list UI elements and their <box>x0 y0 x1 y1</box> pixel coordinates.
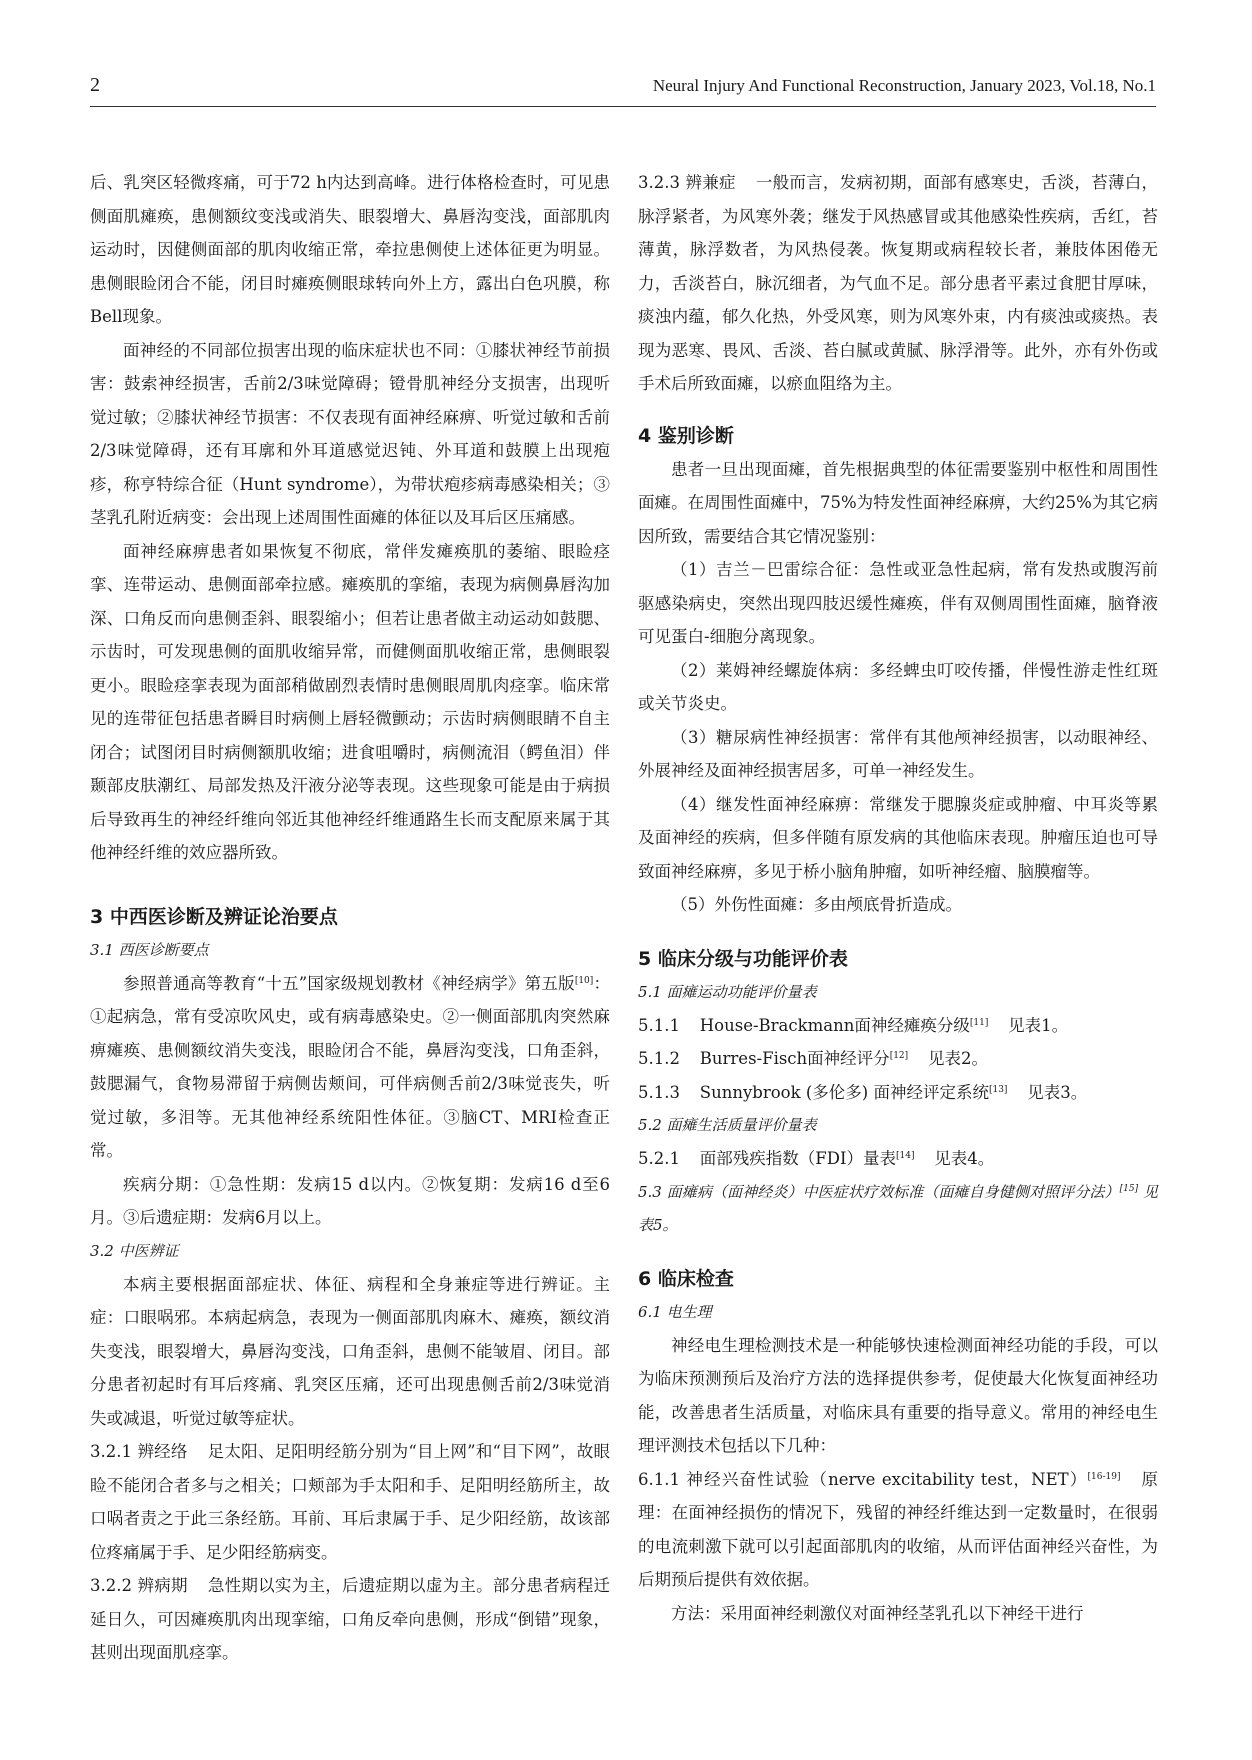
subsection-heading: 5.2 面瘫生活质量评价量表 <box>638 1116 817 1134</box>
citation-ref: [10] <box>574 975 594 986</box>
list-item: （5）外伤性面瘫：多由颅底骨折造成。 <box>671 895 962 914</box>
paragraph: 3.2.1 辨经络 足太阳、足阳明经筋分别为“目上网”和“目下网”，故眼睑不能闭合者多与之相关；口颊部为手太阳和手、足阳明经筋所主，故口㖞者责之于此三条经筋。耳前、耳后隶属于手、足少阳经筋，故该部位疼痛属于手、足少阳经筋病变。 <box>90 1442 610 1562</box>
paragraph: 参照普通高等教育“十五”国家级规划教材《神经病学》第五版[10]：①起病急，常有受凉吹风史，或有病毒感染史。②一侧面部肌肉突然麻痹瘫痪、患侧额纹消失变浅，眼睑闭合不能，鼻唇沟变浅，口角歪斜，鼓腮漏气，食物易滞留于病侧齿颊间，可伴病侧舌前2/3味觉丧失，听觉过敏，多泪等。无其他神经系统阳性体征。③脑CT、MRI检查正常。 <box>90 973 611 1160</box>
paragraph: 神经电生理检测技术是一种能够快速检测面神经功能的手段，可以为临床预测预后及治疗方法的选择提供参考，促使最大化恢复面神经功能，改善患者生活质量，对临床具有重要的指导意义。常用的神经电生理评测技术包括以下几种： <box>638 1335 1158 1455</box>
paragraph: 面神经麻痹患者如果恢复不彻底，常伴发瘫痪肌的萎缩、眼睑痉挛、连带运动、患侧面部牵拉感。瘫痪肌的挛缩，表现为病侧鼻唇沟加深、口角反而向患侧歪斜、眼裂缩小；但若让患者做主动运动如鼓腮、示齿时，可发现患侧的面肌收缩异常，而健侧面肌收缩正常，患侧眼裂更小。眼睑痉挛表现为面部稍做剧烈表情时患侧眼周肌肉痉挛。临床常见的连带征包括患者瞬目时病侧上唇轻微颤动；示齿时病侧眼睛不自主闭合；试图闭目时病侧额肌收缩；进食咀嚼时，病侧流泪（鳄鱼泪）伴颞部皮肤潮红、局部发热及汗液分泌等表现。这些现象可能是由于病损后导致再生的神经纤维向邻近其他神经纤维通路生长而支配原来属于其他神经纤维的效应器所致。 <box>90 541 610 862</box>
citation-ref: [14] <box>895 1151 915 1161</box>
running-header <box>90 70 1156 107</box>
item-title: 3.2.2 辨病期 <box>90 1576 188 1595</box>
subsection-heading: 3.1 西医诊断要点 <box>90 940 209 959</box>
paragraph: 患者一旦出现面瘫，首先根据典型的体征需要鉴别中枢性和周围性面瘫。在周围性面瘫中，75%为特发性面神经麻痹，大约25%为其它病因所致，需要结合其它情况鉴别： <box>638 459 1158 546</box>
paragraph: 本病主要根据面部症状、体征、病程和全身兼症等进行辨证。主症：口眼㖞邪。本病起病急，表现为一侧面部肌肉麻木、瘫痪，额纹消失变浅，眼裂增大，鼻唇沟变浅，口角歪斜，患侧不能皱眉、闭目。部分患者初起时有耳后疼痛、乳突区压痛，还可出现患侧舌前2/3味觉消失或减退，听觉过敏等症状。 <box>90 1274 610 1428</box>
paragraph: 3.2.2 辨病期 急性期以实为主，后遗症期以虚为主。部分患者病程迁延日久，可因瘫痪肌肉出现挛缩，口角反牵向患侧，形成“倒错”现象，甚则出现面肌痉挛。 <box>90 1576 610 1662</box>
paragraph: 疾病分期：①急性期：发病15 d以内。②恢复期：发病16 d至6月。③后遗症期：发病6月以上。 <box>90 1174 610 1227</box>
list-item: （4）继发性面神经麻痹：常继发于腮腺炎症或肿瘤、中耳炎等累及面神经的疾病，但多伴随有原发病的其他临床表现。肿瘤压迫也可导致面神经麻痹，多见于桥小脑角肿瘤，如听神经瘤、脑膜瘤等。 <box>638 794 1158 881</box>
right-column <box>638 166 1158 1630</box>
left-column <box>90 166 610 1670</box>
list-item: 5.1.1 House-Brackmann面神经瘫痪分级[11] 见表1。 <box>638 1015 1069 1035</box>
list-item: 5.1.3 Sunnybrook (多伦多) 面神经评定系统[13] 见表3。 <box>638 1082 1088 1102</box>
item-title: 3.2.1 辨经络 <box>90 1442 188 1461</box>
paragraph: 3.2.3 辨兼症 一般而言，发病初期，面部有感寒史，舌淡，苔薄白，脉浮紧者，为风寒外袭；继发于风热感冒或其他感染性疾病，舌红，苔薄黄，脉浮数者，为风热侵袭。恢复期或病程较长者，兼肢体困倦无力，舌淡苔白，脉沉细者，为气血不足。部分患者平素过食肥甘厚味，痰浊内蕴，郁久化热，外受风寒，则为风寒外束，内有痰浊或痰热。表现为恶寒、畏风、舌淡、苔白腻或黄腻、脉浮滑等。此外，亦有外伤或手术后所致面瘫，以瘀血阻络为主。 <box>638 173 1158 393</box>
paragraph: 方法：采用面神经刺激仪对面神经茎乳孔以下神经干进行 <box>671 1603 1084 1623</box>
subsection-heading: 5.3 面瘫病（面神经炎）中医症状疗效标准（面瘫自身健侧对照评分法）[15] 见表5。 <box>638 1182 1158 1234</box>
citation-ref: [15] <box>1119 1183 1139 1194</box>
section-heading: 4 鉴别诊断 <box>638 424 734 447</box>
item-title: 6.1.1 神经兴奋性试验（nerve excitability test，NET） <box>638 1469 1088 1489</box>
section-heading: 6 临床检查 <box>638 1267 734 1290</box>
subsection-heading: 6.1 电生理 <box>638 1302 712 1321</box>
subsection-heading: 5.1 面瘫运动功能评价量表 <box>638 982 817 1001</box>
citation-ref: [16-19] <box>1087 1471 1121 1482</box>
section-heading: 5 临床分级与功能评价表 <box>638 947 848 970</box>
subsection-heading: 3.2 中医辨证 <box>90 1241 179 1260</box>
section-heading: 3 中西医诊断及辨证论治要点 <box>90 905 338 928</box>
paragraph: 面神经的不同部位损害出现的临床症状也不同：①膝状神经节前损害：鼓索神经损害，舌前2/3味觉障碍；镫骨肌神经分支损害，出现听觉过敏；②膝状神经节损害：不仅表现有面神经麻痹、听觉过敏和舌前2/3味觉障碍，还有耳廓和外耳道感觉迟钝、外耳道和鼓膜上出现疱疹，称亨特综合征（Hunt syndrome），为带状疱疹病毒感染相关；③茎乳孔附近病变：会出现上述周围性面瘫的体征以及耳后区压痛感。 <box>90 340 610 527</box>
citation-ref: [13] <box>988 1084 1008 1095</box>
page-number: 2 <box>90 74 100 96</box>
list-item: 5.1.2 Burres-Fisch面神经评分[12] 见表2。 <box>638 1049 988 1068</box>
citation-ref: [12] <box>889 1051 909 1061</box>
list-item: （2）莱姆神经螺旋体病：多经蜱虫叮咬传播，伴慢性游走性红斑或关节炎史。 <box>638 660 1158 713</box>
journal-citation: Neural Injury And Functional Reconstruction, January 2023, Vol.18, No.1 <box>652 76 1156 95</box>
paragraph: 6.1.1 神经兴奋性试验（nerve excitability test，NET）[16-19] 原理：在面神经损伤的情况下，残留的神经纤维达到一定数量时，在很弱的电流刺激下就可以引起面部肌肉的收缩，从而评估面神经兴奋性，为后期预后提供有效依据。 <box>638 1469 1159 1589</box>
list-item: （1）吉兰－巴雷综合征：急性或亚急性起病，常有发热或腹泻前驱感染病史，突然出现四肢迟缓性瘫痪，伴有双侧周围性面瘫，脑脊液可见蛋白-细胞分离现象。 <box>638 560 1158 646</box>
citation-ref: [11] <box>969 1017 989 1028</box>
item-title: 3.2.3 辨兼症 <box>638 173 736 192</box>
paragraph: 后、乳突区轻微疼痛，可于72 h内达到高峰。进行体格检查时，可见患侧面肌瘫痪，患侧额纹变浅或消失、眼裂增大、鼻唇沟变浅，面部肌肉运动时，因健侧面部的肌肉收缩正常，牵拉患侧使上述体征更为明显。患侧眼睑闭合不能，闭目时瘫痪侧眼球转向外上方，露出白色巩膜，称Bell现象。 <box>90 173 610 326</box>
list-item: 5.2.1 面部残疾指数（FDI）量表[14] 见表4。 <box>638 1149 995 1168</box>
list-item: （3）糖尿病性神经损害：常伴有其他颅神经损害，以动眼神经、外展神经及面神经损害居多，可单一神经发生。 <box>638 727 1158 780</box>
